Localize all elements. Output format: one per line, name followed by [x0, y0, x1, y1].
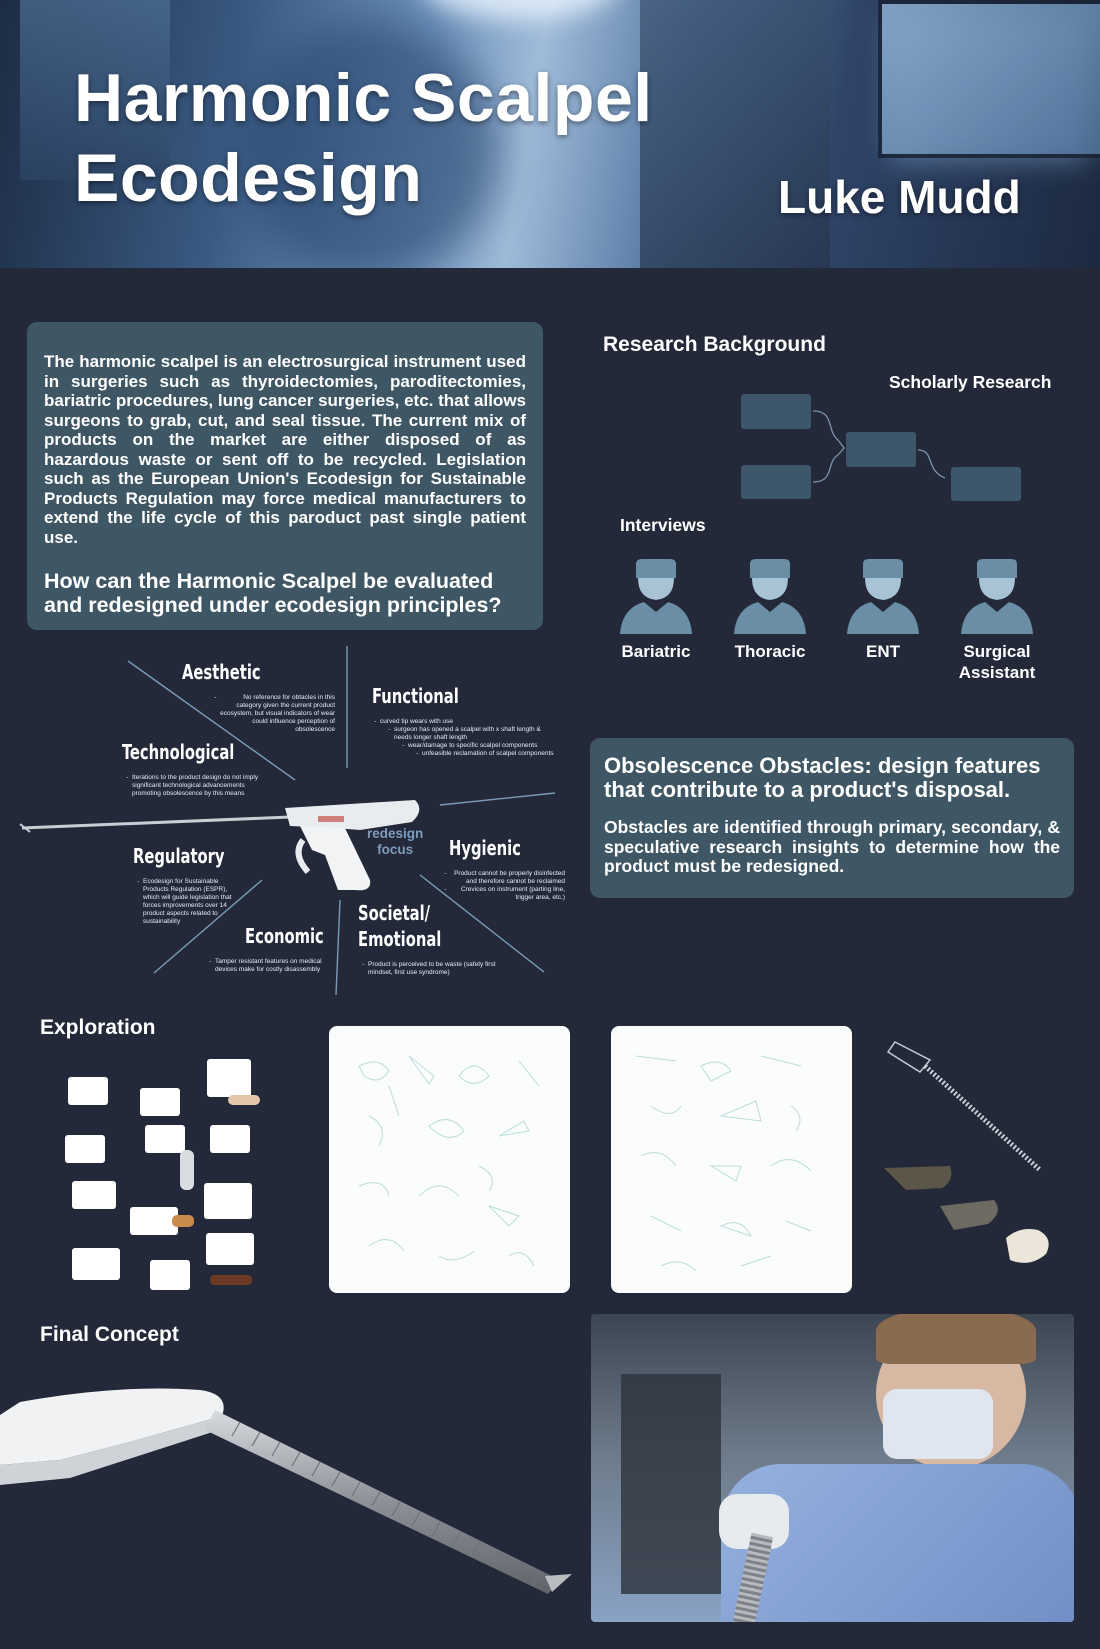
- obsolescence-text: Obstacles are identified through primary, secondary, & speculative research insights to determine how the product must be redesigned.: [604, 817, 1060, 876]
- interviewee-label: Bariatric: [621, 642, 691, 661]
- prototype-photo: [180, 1150, 194, 1190]
- obsolescence-card: [590, 738, 1074, 898]
- interviewee-bariatric: [616, 558, 696, 662]
- note-item: - Tamper resistant features on medical devices make for costly disassembly: [215, 958, 335, 974]
- surgeon-hair: [876, 1314, 1036, 1364]
- research-background-title: Research Background: [603, 333, 826, 356]
- sketch-sheet-2: [611, 1026, 852, 1293]
- title-line-2: Ecodesign: [74, 140, 423, 216]
- interviews-label: Interviews: [620, 515, 706, 535]
- scholarly-research-label: Scholarly Research: [889, 372, 1052, 392]
- prototype-photo: [210, 1275, 252, 1285]
- author-name: Luke Mudd: [778, 171, 1021, 223]
- surgeon-icon: [616, 558, 696, 636]
- sketch-thumbnail: [210, 1125, 250, 1153]
- functional-note: [370, 718, 560, 758]
- sketch-thumbnail: [145, 1125, 185, 1153]
- surgeon-icon: [957, 558, 1037, 636]
- category-functional: Functional: [372, 684, 459, 708]
- surgical-mask: [883, 1389, 993, 1459]
- background-door: [621, 1374, 721, 1594]
- sketch-thumbnail: [68, 1077, 108, 1105]
- note-item: - No reference for obtacles in this category given the current product ecosystem, but visual indicators of wear could influence perception of obsolescence: [220, 694, 335, 734]
- note-item: - Ecodesign for Sustainable Products Regulation (ESPR), which will guide legislation that forces improvements over 14 product aspects related to sustainability: [143, 878, 233, 926]
- regulatory-note: [133, 878, 233, 926]
- note-item: - Product is perceived to be waste (safety first mindset, first use syndrome): [368, 961, 513, 977]
- hygienic-note: [440, 870, 565, 902]
- note-item: - wear/damage to specific scalpel components: [408, 742, 560, 750]
- sketches-icon: [329, 1026, 570, 1293]
- surgeon-icon: [843, 558, 923, 636]
- final-concept-title: Final Concept: [40, 1323, 179, 1346]
- title-line-1: Harmonic Scalpel: [74, 60, 653, 136]
- societal-note: [358, 961, 513, 977]
- note-item: - Iterations to the product design do not imply significant technological advancements promoting obsolescence by this means: [132, 774, 262, 798]
- category-aesthetic: Aesthetic: [182, 660, 261, 684]
- intro-text: The harmonic scalpel is an electrosurgical instrument used in surgeries such as thyroidectomies, paroditectomies, bariatric procedures, lung cancer surgeries, etc. that allows surgeons to grab, cut, and seal tissue. The current mix of products on the market are either disposed of as hazardous waste or sent off to be recycled. Legislation such as the European Union's Ecodesign for Sustainable Products Regulation may force medical manufacturers to extend the life cycle of this paroduct past single patient use.: [44, 352, 526, 547]
- sketch-thumbnail: [130, 1207, 178, 1235]
- sketch-thumbnail: [150, 1260, 190, 1290]
- note-item: - Product cannot be properly disinfected and therefore cannot be reclaimed: [450, 870, 565, 886]
- exploration-collage: [60, 1055, 270, 1295]
- redesign-focus-label: [367, 826, 423, 858]
- scalpel-shaft-icon: [888, 1042, 1040, 1170]
- interviewee-label: Surgical Assistant: [958, 642, 1036, 682]
- category-hygienic: Hygienic: [449, 836, 521, 860]
- prototype-photo: [228, 1095, 260, 1105]
- technological-note: [122, 774, 262, 798]
- prototype-photo: [172, 1215, 194, 1227]
- category-regulatory: Regulatory: [133, 844, 225, 868]
- category-title-line: Societal/: [358, 901, 431, 925]
- sketch-thumbnail: [207, 1059, 251, 1097]
- component-renders: [870, 1030, 1070, 1280]
- interviewee-label: Thoracic: [734, 642, 806, 661]
- sketch-thumbnail: [204, 1183, 252, 1219]
- center-label-1: redesign: [367, 826, 424, 841]
- note-item: - unfeasible reclamation of scalpel components: [422, 750, 560, 758]
- sketch-thumbnail: [140, 1088, 180, 1116]
- sketch-thumbnail: [72, 1181, 116, 1209]
- center-label-2: focus: [377, 842, 414, 857]
- sketch-thumbnail: [65, 1135, 105, 1163]
- surgeon-photo: [591, 1314, 1074, 1622]
- final-concept-render: [0, 1380, 580, 1600]
- obsolescence-title: Obsolescence Obstacles: design features that contribute to a product's disposal.: [604, 753, 1041, 802]
- exploration-title: Exploration: [40, 1016, 156, 1039]
- research-question: How can the Harmonic Scalpel be evaluated and redesigned under ecodesign principles?: [44, 569, 502, 617]
- note-item: - curved tip wears with use: [380, 718, 560, 726]
- sketch-sheet-1: [329, 1026, 570, 1293]
- sketches-icon: [611, 1026, 852, 1293]
- aesthetic-note: [210, 694, 335, 734]
- category-societal-emotional: [358, 900, 441, 952]
- sketch-thumbnail: [72, 1248, 120, 1280]
- interviewee-thoracic: [730, 558, 810, 662]
- category-economic: Economic: [245, 924, 324, 948]
- economic-note: [205, 958, 335, 974]
- sketch-thumbnail: [206, 1233, 254, 1265]
- surgeon-icon: [730, 558, 810, 636]
- interviewee-ent: [843, 558, 923, 662]
- note-item: - surgeon has opened a scalpel with x shaft length & needs longer shaft length: [394, 726, 560, 742]
- category-title-line: Emotional: [358, 927, 442, 951]
- interviewee-surgical-assistant: [957, 558, 1037, 683]
- note-item: - Crevices on instrument (parting line, trigger area, etc.): [450, 886, 565, 902]
- interviewee-label: ENT: [866, 642, 900, 661]
- category-technological: Technological: [122, 740, 235, 764]
